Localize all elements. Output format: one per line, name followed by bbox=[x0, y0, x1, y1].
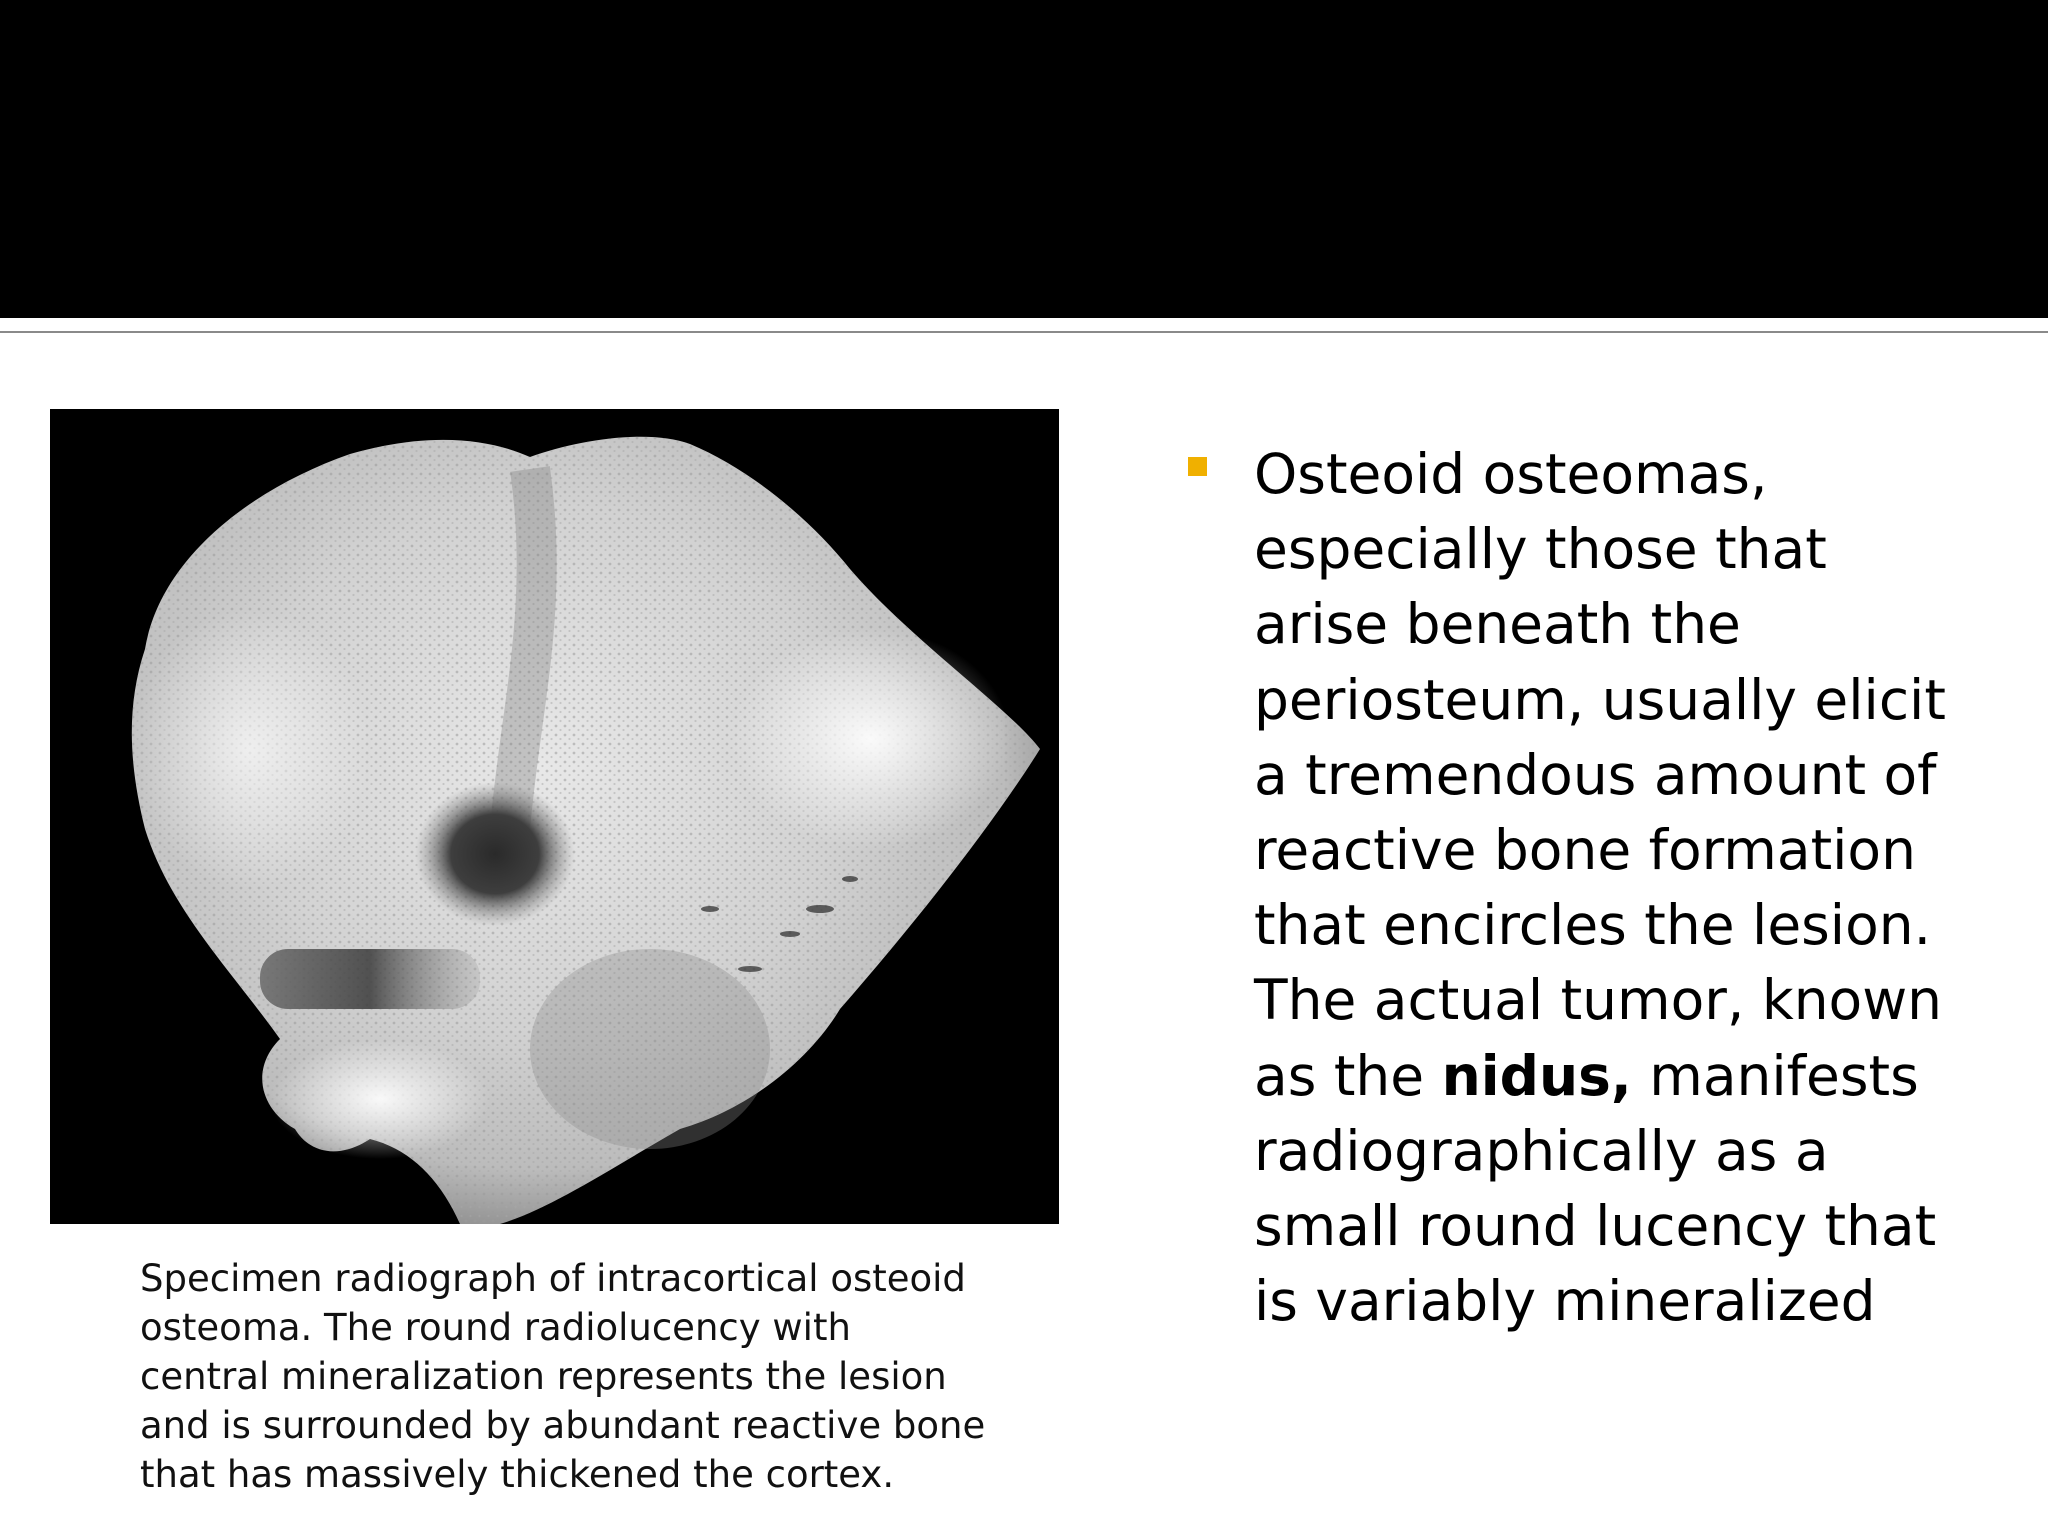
caption-line: osteoma. The round radiolucency with bbox=[140, 1306, 851, 1349]
bullet-line: The actual tumor, known bbox=[1254, 968, 1943, 1033]
bullet-line: is variably mineralized bbox=[1254, 1269, 1876, 1334]
bullet-line: that encircles the lesion. bbox=[1254, 893, 1932, 958]
caption-line: and is surrounded by abundant reactive bone bbox=[140, 1404, 986, 1447]
bullet-line: Osteoid osteomas, bbox=[1254, 442, 1768, 506]
bullet-line-segment: manifests bbox=[1631, 1043, 1919, 1108]
bullet-line: radiographically as a bbox=[1254, 1118, 1829, 1183]
caption-line: that has massively thickened the cortex. bbox=[140, 1453, 895, 1496]
bullet-line: especially those that bbox=[1254, 517, 1827, 582]
bullet-line: small round lucency that bbox=[1254, 1194, 1937, 1259]
bullet-text bbox=[1254, 437, 2014, 1339]
title-bar bbox=[0, 0, 2048, 318]
specimen-radiograph-image bbox=[50, 409, 1059, 1224]
figure-caption bbox=[140, 1254, 1020, 1499]
bullet-line: arise beneath the bbox=[1254, 592, 1741, 657]
bullet-square-icon bbox=[1188, 457, 1207, 476]
radiograph-image-icon bbox=[50, 409, 1059, 1224]
bullet-line: periosteum, usually elicit bbox=[1254, 667, 1946, 732]
bullet-line: reactive bone formation bbox=[1254, 818, 1916, 883]
bold-term-nidus: nidus, bbox=[1441, 1043, 1632, 1108]
title-divider bbox=[0, 331, 2048, 333]
caption-line: Specimen radiograph of intracortical osteoid bbox=[140, 1257, 966, 1300]
bullet-line: a tremendous amount of bbox=[1254, 742, 1937, 807]
bullet-line-segment: as the bbox=[1254, 1043, 1442, 1108]
bullet-line bbox=[1254, 1039, 2014, 1114]
caption-line: central mineralization represents the lesion bbox=[140, 1355, 947, 1398]
